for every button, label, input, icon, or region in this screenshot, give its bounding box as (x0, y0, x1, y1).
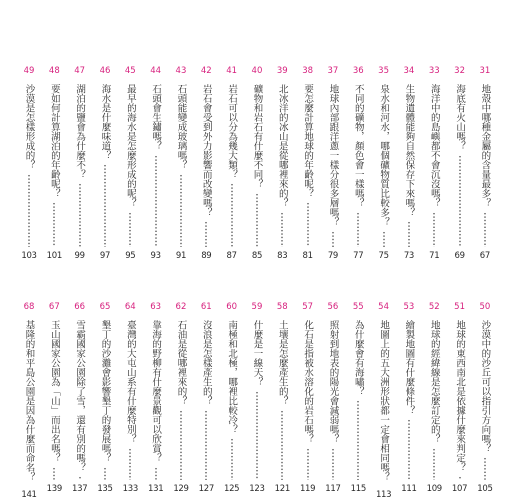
toc-entry-title: 湖泊的鹽會為什麼不？ (74, 84, 86, 179)
toc-entry[interactable] (326, 300, 340, 495)
toc-entry-title: 地圖上的五大洲形狀都一定會相同嗎？ (378, 320, 390, 482)
toc-entry[interactable] (199, 64, 213, 262)
toc-dot-leader (231, 438, 233, 480)
toc-entry-title: 南極和北極，哪裡比較冷？ (226, 320, 238, 434)
toc-entry-number: 62 (175, 302, 187, 312)
toc-entry[interactable] (351, 300, 365, 495)
toc-dot-leader (205, 221, 207, 247)
toc-dot-leader (357, 400, 359, 480)
toc-entry-title: 北冰洋的冰山是從哪裡來的？ (276, 84, 288, 208)
toc-entry-title: 石頭會生鏽嗎？ (150, 84, 162, 151)
toc-dot-leader (79, 476, 81, 480)
toc-entry[interactable] (22, 64, 36, 262)
toc-entry-title: 石油是從哪裡來的？ (175, 320, 187, 406)
toc-entry-number: 42 (200, 66, 212, 76)
toc-entry-number: 66 (74, 302, 86, 312)
toc-entry-number: 59 (251, 302, 263, 312)
toc-entry[interactable] (402, 64, 416, 262)
toc-entry-title: 墾丁的沙灘會影響墾丁的發展嗎？ (99, 320, 111, 463)
toc-entry[interactable] (21, 300, 37, 500)
toc-entry-number: 31 (479, 66, 491, 76)
toc-entry[interactable] (427, 64, 441, 262)
toc-entry[interactable] (402, 300, 416, 495)
toc-entry-title: 海底有火山嗎？ (454, 84, 466, 151)
toc-entry-title: 礦物和岩石有什麼不同？ (251, 84, 263, 189)
toc-entry-number: 68 (23, 302, 35, 312)
toc-entry-title: 土壤是怎麼產生的？ (276, 320, 288, 406)
toc-entry-number: 52 (428, 302, 440, 312)
toc-entry[interactable] (98, 300, 112, 495)
toc-entry[interactable] (73, 300, 87, 495)
toc-entry-number: 36 (352, 66, 364, 76)
toc-entry-page: 125 (223, 484, 240, 494)
toc-entry-title: 不同的礦物，顏色會一樣嗎？ (352, 84, 364, 208)
toc-entry-number: 38 (302, 66, 314, 76)
toc-entry-number: 49 (23, 66, 35, 76)
toc-entry-title: 石頭能變成玻璃嗎？ (175, 84, 187, 170)
toc-entry-page: 121 (274, 484, 290, 494)
toc-dot-leader (53, 202, 55, 247)
toc-entry[interactable] (73, 64, 87, 262)
toc-entry-number: 65 (99, 302, 111, 312)
toc-dot-leader (332, 448, 334, 481)
toc-dot-leader (459, 155, 461, 248)
toc-entry-page: 101 (46, 251, 62, 261)
toc-entry-number: 45 (124, 66, 136, 76)
toc-entry-page: 87 (226, 251, 237, 261)
toc-entry-page: 117 (325, 484, 341, 494)
toc-entry-title: 什麼是一線天？ (251, 320, 263, 387)
toc-dot-leader (231, 183, 233, 247)
toc-entry-title: 化石是指被水溶化的岩石嗎？ (302, 320, 314, 444)
toc-entry-page: 105 (477, 484, 493, 494)
toc-entry-page: 75 (378, 251, 389, 261)
toc-entry-page: 135 (97, 484, 113, 494)
toc-entry-title: 沒浪是怎樣產生的？ (200, 320, 212, 406)
toc-entry[interactable] (377, 64, 391, 262)
toc-entry[interactable] (149, 64, 163, 262)
toc-entry-page: 103 (21, 251, 37, 261)
toc-dot-leader (104, 467, 106, 481)
toc-entry[interactable] (453, 300, 467, 495)
toc-entry-number: 67 (48, 302, 60, 312)
toc-entry-page: 139 (46, 484, 62, 494)
toc-entry-number: 50 (479, 302, 491, 312)
toc-entry-number: 37 (327, 66, 339, 76)
toc-entry-title: 岩石會受到外力影響而改變嗎？ (200, 84, 212, 217)
toc-dot-leader (180, 410, 182, 481)
toc-entry-title: 泉水和河水，哪個礦物質比較多？ (378, 84, 390, 227)
toc-entry-page: 133 (122, 484, 138, 494)
toc-entry-page: 95 (125, 251, 136, 261)
toc-entry-page: 123 (249, 484, 265, 494)
toc-entry-title: 地殼中哪種金屬的含量最多？ (479, 84, 491, 208)
toc-dot-leader (484, 457, 486, 480)
toc-dot-leader (281, 410, 283, 481)
toc-entry-page: 91 (175, 251, 187, 261)
toc-dot-leader (307, 448, 309, 481)
toc-entry-number: 61 (200, 302, 212, 312)
toc-entry-number: 60 (226, 302, 238, 312)
toc-entry-page: 115 (350, 484, 366, 494)
toc-entry[interactable] (301, 64, 315, 262)
toc-entry-title: 雪霸國家公園除了雪，還有別的嗎？ (74, 320, 86, 472)
toc-dot-leader (408, 221, 410, 247)
toc-entry[interactable] (225, 64, 239, 262)
toc-dot-leader (129, 448, 131, 481)
toc-dot-leader (433, 448, 435, 481)
toc-dot-leader (155, 155, 157, 248)
toc-entry-page: 129 (173, 484, 189, 494)
toc-entry-number: 63 (150, 302, 162, 312)
toc-entry-page: 113 (375, 489, 392, 500)
toc-entry-title: 要怎麼計算地球的年齡呢？ (302, 84, 314, 198)
toc-entry-number: 46 (99, 66, 111, 76)
toc-entry-title: 要如何計算湖泊的年齡呢？ (48, 84, 60, 198)
toc-entry[interactable] (123, 300, 137, 495)
toc-entry[interactable] (199, 300, 213, 495)
toc-entry-page: 119 (299, 484, 316, 494)
toc-entry-page: 141 (21, 489, 37, 500)
toc-entry-title: 地球的經緯線是怎麼訂定的？ (428, 320, 440, 444)
toc-entry-page: 131 (147, 484, 164, 494)
toc-entry-page: 111 (401, 484, 417, 494)
toc-entry-number: 41 (226, 66, 238, 76)
toc-dot-leader (484, 212, 486, 248)
toc-entry-number: 58 (276, 302, 288, 312)
toc-lower-block (21, 300, 493, 500)
toc-entry-number: 39 (276, 66, 288, 76)
toc-dot-leader (459, 476, 461, 480)
toc-entry-number: 56 (327, 302, 339, 312)
toc-entry[interactable] (149, 300, 163, 495)
toc-entry-page: 69 (454, 251, 465, 261)
toc-dot-leader (104, 164, 106, 247)
toc-dot-leader (307, 202, 309, 247)
toc-entry[interactable] (478, 64, 492, 262)
toc-entry[interactable] (250, 64, 264, 262)
toc-entry[interactable] (47, 300, 61, 495)
toc-entry[interactable] (98, 64, 112, 262)
toc-entry-title: 基隆的和平島公園是因為什麼而命名？ (23, 320, 35, 482)
toc-entry-page: 99 (74, 251, 85, 261)
toc-entry-page: 77 (353, 251, 364, 261)
toc-dot-leader (256, 193, 258, 248)
toc-entry-title: 為什麼會有海嘯？ (352, 320, 364, 396)
toc-entry-number: 32 (454, 66, 465, 76)
toc-entry-number: 44 (150, 66, 162, 76)
toc-entry[interactable] (301, 300, 315, 495)
toc-entry-page: 81 (302, 251, 313, 261)
toc-entry[interactable] (47, 64, 61, 262)
toc-entry[interactable] (275, 64, 289, 262)
toc-dot-leader (28, 174, 30, 248)
toc-entry-title: 海洋中的島嶼都不會沉沒嗎？ (428, 84, 440, 208)
toc-entry-title: 岩石可以分為幾大類？ (226, 84, 238, 179)
toc-dot-leader (53, 467, 55, 481)
toc-entry[interactable] (351, 64, 365, 262)
toc-entry-page: 79 (327, 251, 339, 261)
toc-entry-page: 107 (451, 484, 468, 494)
toc-entry[interactable] (375, 300, 392, 500)
toc-entry[interactable] (453, 64, 467, 262)
toc-entry-number: 54 (378, 302, 389, 312)
toc-dot-leader (180, 174, 182, 248)
toc-entry[interactable] (275, 300, 289, 495)
toc-entry-number: 47 (74, 66, 86, 76)
toc-entry-title: 臺灣的大屯山系有什麼特別？ (124, 320, 136, 444)
toc-entry-number: 35 (378, 66, 389, 76)
toc-entry-page: 97 (99, 251, 111, 261)
toc-entry-page: 71 (429, 251, 440, 261)
toc-entry-page: 67 (479, 251, 491, 261)
toc-entry-number: 43 (175, 66, 187, 76)
toc-entry-page: 109 (426, 484, 442, 494)
toc-entry-title: 地球的東西南北是依據什麼來判定？ (454, 320, 466, 472)
toc-entry-number: 48 (48, 66, 60, 76)
toc-entry[interactable] (478, 300, 492, 495)
toc-entry-page: 83 (277, 251, 288, 261)
toc-dot-leader (281, 212, 283, 248)
toc-entry-title: 沙漠中的沙丘可以指引方向嗎？ (479, 320, 491, 453)
toc-entry-page: 93 (150, 251, 161, 261)
toc-entry-number: 64 (124, 302, 136, 312)
toc-entry-title: 地球內部跟洋蔥一樣分很多層嗎？ (327, 84, 339, 227)
toc-entry-title: 繪製地圖有什麼條件？ (403, 320, 415, 415)
toc-entry-page: 85 (251, 251, 263, 261)
toc-dot-leader (256, 391, 258, 481)
toc-entry-number: 34 (403, 66, 415, 76)
toc-entry-title: 靠海的野柳有什麼景觀可以欣賞？ (150, 320, 162, 463)
toc-entry-number: 51 (454, 302, 465, 312)
toc-dot-leader (155, 467, 157, 481)
toc-dot-leader (79, 183, 81, 247)
toc-dot-leader (332, 231, 334, 248)
toc-dot-leader (433, 212, 435, 248)
toc-dot-leader (357, 212, 359, 248)
toc-entry-page: 127 (198, 484, 214, 494)
toc-entry-page: 73 (403, 251, 415, 261)
toc-entry-number: 57 (302, 302, 314, 312)
toc-entry-title: 沙漠是怎樣形成的？ (23, 84, 35, 170)
toc-dot-leader (205, 410, 207, 481)
toc-entry-number: 33 (428, 66, 440, 76)
toc-entry-page: 137 (72, 484, 88, 494)
toc-entry-number: 55 (352, 302, 364, 312)
toc-entry-title: 玉山國家公園為「山」而出名嗎？ (48, 320, 60, 463)
toc-entry[interactable] (174, 64, 188, 262)
toc-upper-block (22, 64, 492, 262)
toc-entry-title: 生物遺體能夠自然保存下來嗎？ (403, 84, 415, 217)
toc-entry-title: 海水是什麼味道？ (99, 84, 111, 160)
toc-dot-leader (129, 212, 131, 248)
toc-entry-number: 53 (403, 302, 415, 312)
toc-entry[interactable] (326, 64, 340, 262)
toc-entry[interactable] (174, 300, 188, 495)
toc-entry-title: 照射到地表的陽光會減弱嗎？ (327, 320, 339, 444)
toc-entry[interactable] (123, 64, 137, 262)
toc-entry[interactable] (250, 300, 264, 495)
toc-entry-number: 40 (251, 66, 263, 76)
toc-entry-title: 最早的海水是怎麼形成的呢？ (124, 84, 136, 208)
toc-entry[interactable] (225, 300, 239, 495)
toc-entry-page: 89 (201, 251, 212, 261)
toc-dot-leader (383, 231, 385, 248)
toc-entry[interactable] (427, 300, 441, 495)
toc-dot-leader (408, 419, 410, 480)
